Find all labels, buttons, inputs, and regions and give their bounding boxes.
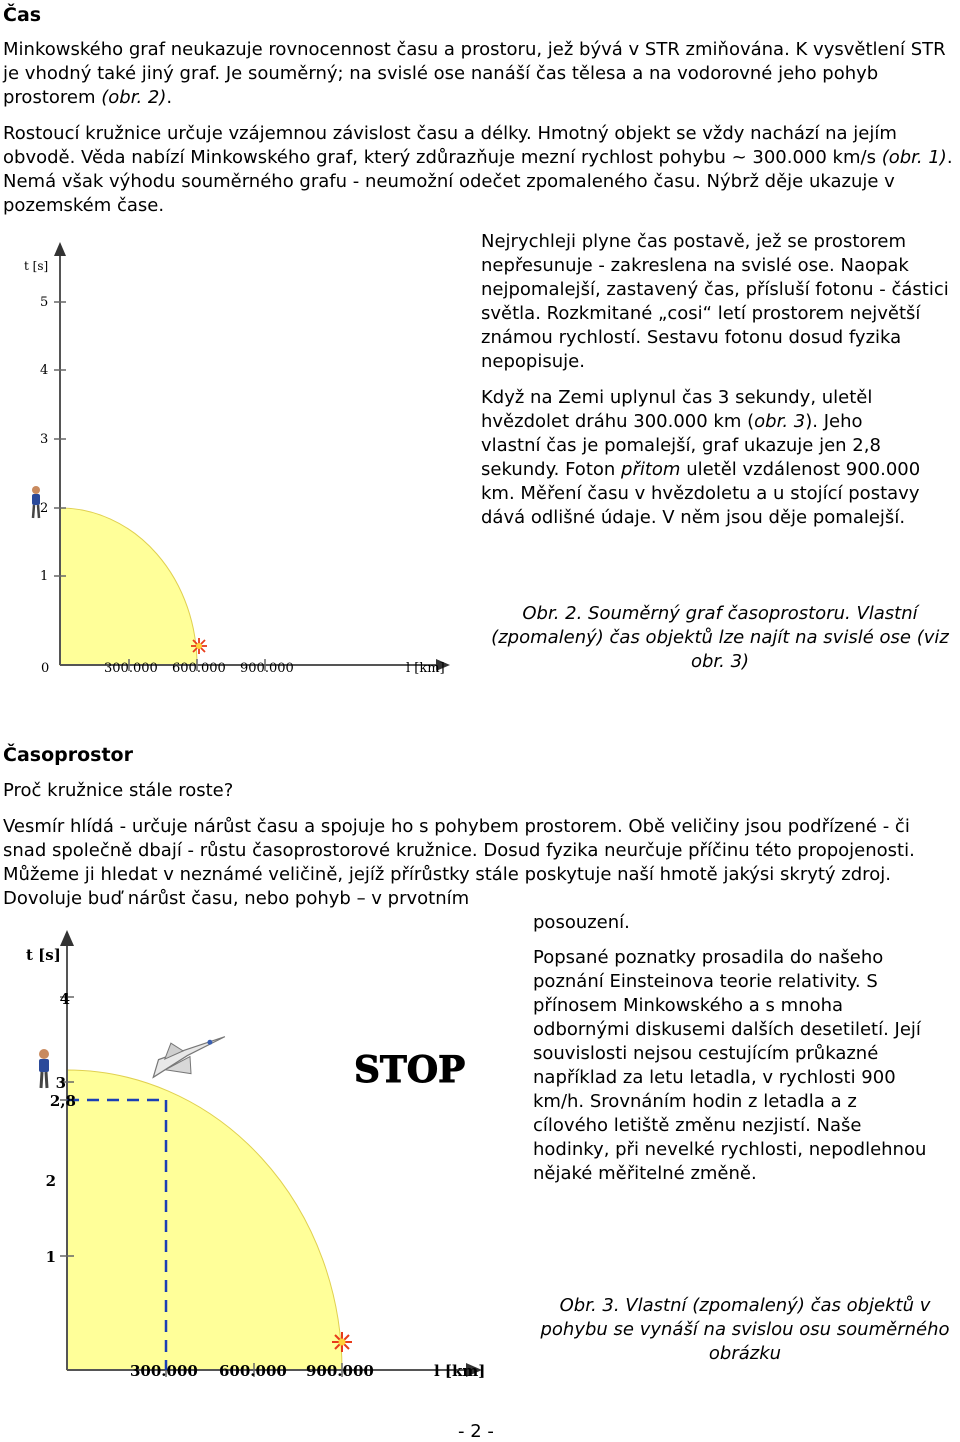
- paragraph-circle: Rostoucí kružnice určuje vzájemnou závislost času a délky. Hmotný objekt se vždy nachází na jejím obvodě. Věda nabízí Minkowského graf, který zdůrazňuje mezní rychlost pohybu ~ 300.000 km/s (obr. 1). Nemá však výhodu souměrného grafu - neumožní odečet zpomaleného času. Nýbrž děje ukazuje v pozemském čase.: [3, 123, 953, 216]
- figure-reference: (obr. 1): [881, 147, 947, 168]
- y-tick-label: 4: [40, 363, 49, 378]
- y-tick-label: 4: [59, 990, 70, 1008]
- section-heading-cas: Čas: [3, 4, 42, 26]
- y-tick-label: 1: [45, 1248, 56, 1266]
- x-axis-label: l [km]: [434, 1362, 486, 1380]
- paragraph-spacetime-continuation: posouzení.: [533, 912, 630, 933]
- paragraph-fastest-time: Nejrychleji plyne čas postavě, jež se prostorem nepřesunuje - zakreslena na svislé ose. Naopak nejpomalejší, zastavený čas, přísluší fotonu - částici světla. Rozkmitané „cosi“ letí prostorem největší známou rychlostí. Sestavu fotonu dosud fyzika nepopisuje.: [481, 231, 949, 372]
- y-tick-label: 3: [40, 432, 49, 447]
- y-tick-label: 2: [40, 501, 49, 516]
- y-axis-label: t [s]: [26, 946, 61, 964]
- y-tick-label: 2: [45, 1172, 56, 1190]
- spacetime-chart-fig2: [0, 230, 470, 700]
- x-tick-label: 900.000: [306, 1362, 374, 1380]
- paragraph-spaceship-time: Když na Zemi uplynul čas 3 sekundy, uletěl hvězdolet dráhu 300.000 km (obr. 3). Jeho vlastní čas je pomalejší, graf ukazuje jen 2,8 sekundy. Foton přitom uletěl vzdálenost 900.000 km. Měření času v hvězdoletu a u stojící postavy dává odlišné údaje. V něm jsou děje pomalejší.: [481, 387, 921, 528]
- y-axis-label: t [s]: [24, 259, 49, 273]
- standing-person-icon: [32, 486, 40, 518]
- figure-reference: (obr. 2): [101, 87, 167, 108]
- x-tick-label: 900.000: [240, 661, 294, 676]
- photon-icon: [191, 638, 207, 654]
- time-circle-area: [67, 1070, 342, 1370]
- x-tick-label: 0: [41, 661, 50, 676]
- y-axis-arrow: [54, 242, 66, 256]
- figure-reference: obr. 3: [754, 411, 806, 432]
- stop-label: STOP: [354, 1049, 466, 1091]
- photon-icon: [332, 1332, 352, 1352]
- paragraph-intro: Minkowského graf neukazuje rovnocennost času a prostoru, jež bývá v STR zmiňována. K vysvětlení STR je vhodný také jiný graf. Je souměrný; na svislé ose nanáší čas tělesa a na vodorovné jeho pohyb prostorem (obr. 2).: [3, 39, 946, 108]
- spaceship-icon: [143, 1022, 233, 1088]
- paragraph-relativity: Popsané poznatky prosadila do našeho poznání Einsteinova teorie relativity. S přínosem Minkowského a s mnoha odbornými diskusemi dalších desetiletí. Její souvislosti nejsou cestujícím průkazné například za letu letadla, v rychlosti 900 km/h. Srovnáním hodin z letadla a z cílového letiště změnu nezjistí. Naše hodinky, při nevelké rychlosti, nepodlehnou nějaké měřitelné změně.: [533, 947, 927, 1184]
- x-tick-label: 300.000: [130, 1362, 198, 1380]
- x-tick-label: 600.000: [172, 661, 226, 676]
- time-circle-area: [60, 508, 197, 665]
- x-tick-label: 300.000: [104, 661, 158, 676]
- question-line: Proč kružnice stále roste?: [3, 780, 234, 801]
- section-heading-casoprostor: Časoprostor: [3, 744, 133, 766]
- y-tick-label: 2,8: [49, 1092, 76, 1110]
- y-axis-arrow: [60, 930, 74, 946]
- page-number: - 2 -: [458, 1421, 494, 1442]
- figure-2-caption: Obr. 2. Souměrný graf časoprostoru. Vlastní (zpomalený) čas objektů lze najít na svislé ose (viz obr. 3): [491, 603, 949, 672]
- y-tick-label: 1: [40, 569, 49, 584]
- x-axis-label: l [km]: [406, 661, 445, 676]
- y-tick-label: 5: [40, 295, 49, 310]
- paragraph-spacetime: Vesmír hlídá - určuje nárůst času a spojuje ho s pohybem prostorem. Obě veličiny jsou podřízené - či snad společně dbají - růstu časoprostorové kružnice. Dosud fyzika neurčuje příčinu této propojenosti. Můžeme ji hledat v neznámé veličině, jejíž přírůstky stále poskytuje naší hmotě jakýsi skrytý zdroj. Dovoluje buď nárůst času, nebo pohyb – v prvotním: [3, 816, 915, 909]
- spacetime-chart-fig3: [0, 920, 500, 1400]
- standing-person-icon: [39, 1049, 49, 1088]
- x-tick-label: 600.000: [219, 1362, 287, 1380]
- figure-3-caption: Obr. 3. Vlastní (zpomalený) čas objektů v pohybu se vynáší na svislou osu souměrného obrázku: [540, 1295, 950, 1364]
- y-tick-label: 3: [55, 1074, 66, 1092]
